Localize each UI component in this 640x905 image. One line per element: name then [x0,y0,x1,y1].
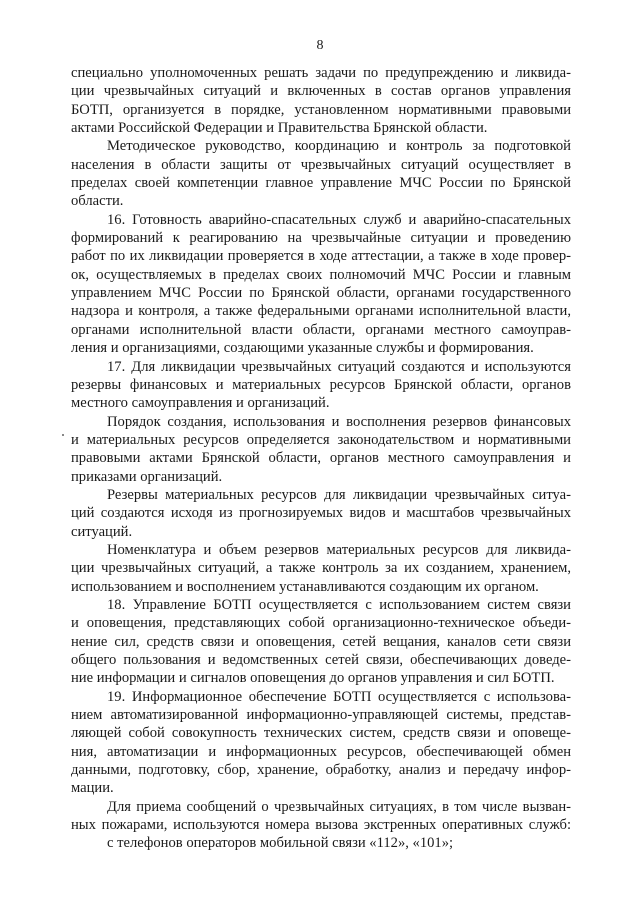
text-line: управлением МЧС России по Брянской области, органами государственного [71,285,571,302]
text-line: ок, осуществляемых в пределах своих полномочий МЧС России и главным [71,266,571,283]
text-line: работ по их ликвидации проверяется в ходе аттестации, а также в ходе провер- [71,248,571,265]
text-line: ции чрезвычайных ситуаций, а также контроль за их созданием, хранением, [71,560,571,577]
text-line: ления и организациями, создающими указанные службы и формирования. [71,340,534,357]
text-line: ние информации и сигналов оповещения до органов управления и сил БОТП. [71,670,555,687]
text-line: надзора и контроля, а также федеральными органами исполнительной власти, [71,303,571,320]
text-line: ния, автоматизации и информационных ресурсов, обеспечивающей обмен [71,743,571,760]
text-line: населения в области защиты от чрезвычайных ситуаций осуществляет в [71,156,571,173]
text-line: ций создаются исходя из прогнозируемых видов и масштабов чрезвычайных [71,505,571,522]
text-line: 18. Управление БОТП осуществляется с использованием систем связи [107,596,571,613]
text-line: общего пользования и ведомственных сетей связи, обеспечивающих доведе- [71,652,571,668]
document-body [71,64,571,853]
text-line: области. [71,193,124,210]
text-line: актами Российской Федерации и Правительства Брянской области. [71,120,488,137]
text-line: 17. Для ликвидации чрезвычайных ситуаций создаются и используются [107,358,571,375]
text-line: приказами организаций. [71,468,223,485]
text-line: Порядок создания, использования и восполнения резервов финансовых [107,413,571,430]
text-line: Для приема сообщений о чрезвычайных ситуациях, в том числе вызван- [107,798,571,815]
text-line: 19. Информационное обеспечение БОТП осуществляется с использова- [107,688,571,705]
text-line: пределах своей компетенции главное управление МЧС России по Брянской [71,175,571,192]
text-line: 16. Готовность аварийно-спасательных служб и аварийно-спасательных [107,211,571,228]
text-line: ситуаций. [71,523,133,540]
text-line: ции чрезвычайных ситуаций и включенных в состав органов управления [71,83,571,100]
text-line: специально уполномоченных решать задачи по предупреждению и ликвида- [71,65,571,81]
text-line: Номенклатура и объем резервов материальных ресурсов для ликвида- [107,541,571,558]
text-line: ляющей собой совокупность технических систем, средств связи и оповеще- [71,725,571,742]
page-number: 8 [316,38,324,53]
text-line: данными, подготовку, сбор, хранение, обработку, анализ и передачу инфор- [71,762,571,779]
text-line: органами исполнительной власти области, органами местного самоуправ- [71,321,571,338]
text-line: БОТП, организуется в порядке, установленном нормативными правовыми [71,101,571,118]
text-line: ных пожарами, используются номера вызова экстренных оперативных служб: [71,817,571,834]
text-line: резервы финансовых и материальных ресурсов Брянской области, органов [71,376,571,393]
text-line: нием автоматизированной информационно-управляющей системы, представ- [71,707,571,724]
text-line: с телефонов операторов мобильной связи «112», «101»; [107,835,454,852]
text-line: Резервы материальных ресурсов для ликвидации чрезвычайных ситуа- [107,486,571,503]
text-line: и материальных ресурсов определяется законодательством и нормативными [71,431,571,448]
margin-mark [62,434,64,436]
text-line: правовыми актами Брянской области, органов местного самоуправления и [71,450,571,467]
text-line: Методическое руководство, координацию и контроль за подготовкой [107,138,571,155]
text-line: местного самоуправления и организаций. [71,395,330,412]
text-line: и оповещения, представляющих собой организационно-техническое объеди- [71,615,571,632]
text-line: нение сил, средств связи и оповещения, сетей вещания, каналов сети связи [71,633,571,650]
text-line: формирований к реагированию на чрезвычайные ситуации и проведению [71,230,571,247]
text-line: мации. [71,780,114,797]
text-line: использованием и восполнением устанавливаются создающим их органом. [71,578,539,595]
